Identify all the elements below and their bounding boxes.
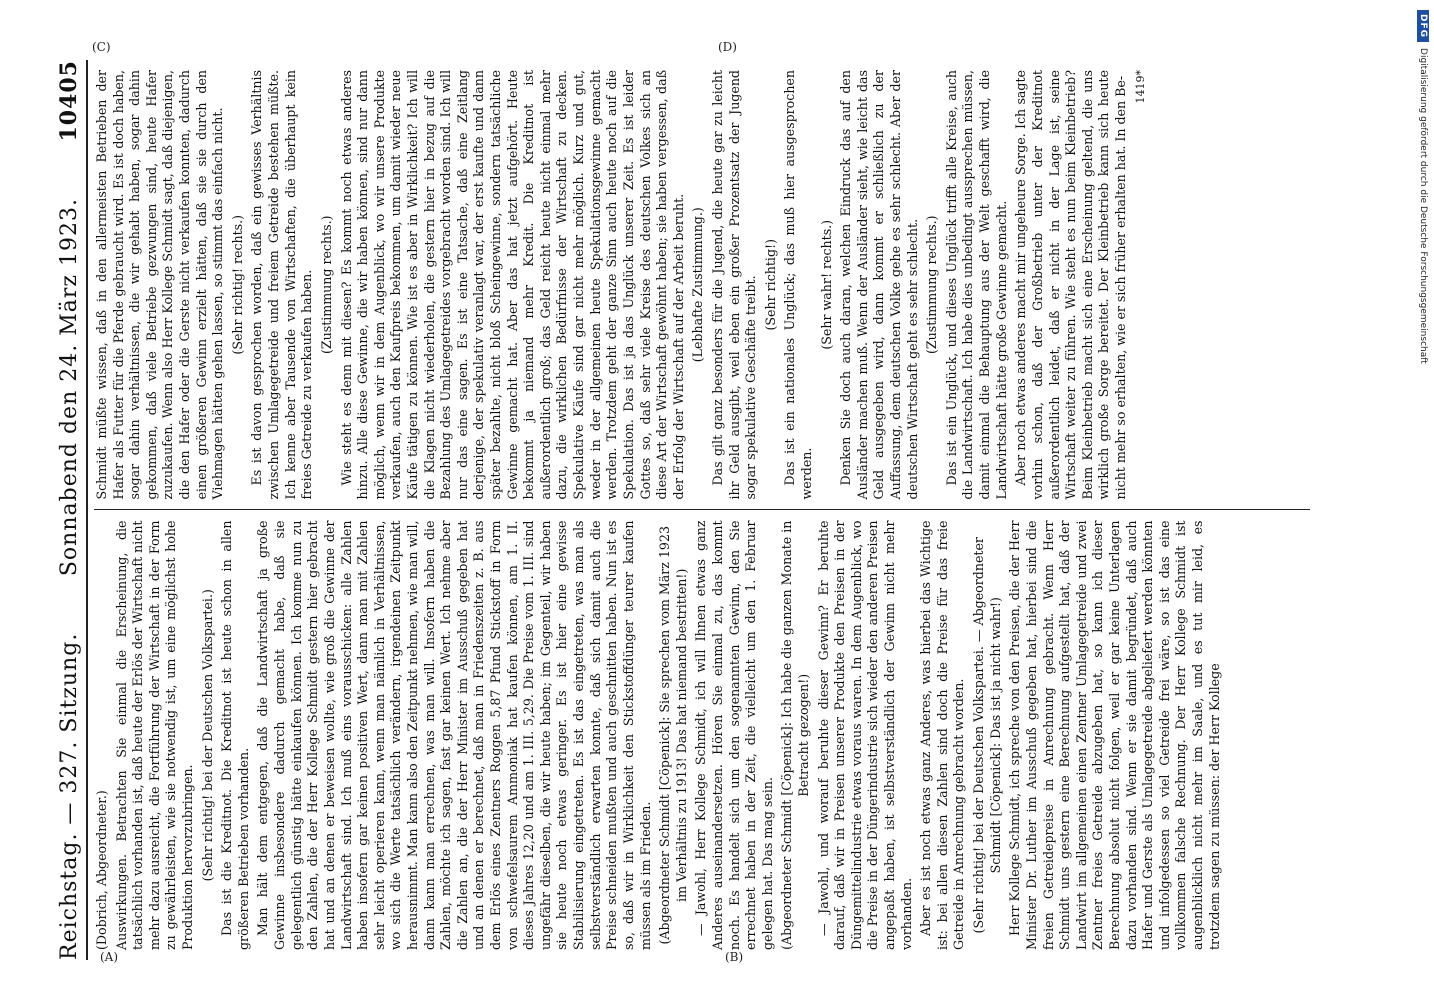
paragraph: Auswirkungen. Betrachten Sie einmal die Erscheinung, die tatsächlich vorhanden ist, daß heute der Erlös der Wirtschaft nicht mehr dazu ausreicht, die Fortführung der Wirtschaft in der Form zu gewährleisten, wie sie notwendig ist, um eine möglichst hohe Produktion hervorzubringen. [113, 520, 196, 950]
interjection: (Lebhafte Zustimmung.) [690, 207, 706, 363]
paragraph: Das gilt ganz besonders für die Jugend, die heute gar zu leicht ihr Geld ausgibt, weil eben ein großer Prozentsatz der Jugend sogar spekulative Geschäfte treibt. [709, 70, 759, 500]
paragraph: — Jawohl, und worauf beruhte dieser Gewinn? Er beruhte darauf, daß wir in Preisen unserer Produkte den Preisen in der Düngemittelindustrie etwas voraus waren. In dem Augenblick, wo die Preise in der Düngerindustrie sich wieder den anderen Preisen angepaßt haben, ist selbstverständlich der Gewinn nicht mehr vorhanden. [815, 520, 914, 950]
margin-marker-b: (B) [725, 950, 744, 964]
margin-marker-c: (C) [92, 40, 111, 54]
text-columns [94, 60, 1310, 960]
page-number: 10405 [56, 60, 82, 142]
interjection: (Sehr richtig! bei der Deutschen Volkspartei. — Abgeordneter Schmidt [Cöpenick]: Das ist ja nicht wahr!) [971, 537, 1003, 934]
credit-text: Digitalisierung gefördert durch die Deutsche Forschungsgemeinschaft [1418, 48, 1428, 364]
interjection: (Zustimmung rechts.) [318, 215, 334, 355]
paragraph: Das ist die Kreditnot. Die Kreditnot ist heute schon in allen größeren Betrieben vorhanden. [219, 520, 251, 950]
paragraph: — Jawohl, Herr Kollege Schmidt, ich will Ihnen etwas ganz Anderes auseinandersetzen. Hören Sie einmal zu, das kommt noch. Es handelt sich um den sogenannten Gewinn, den Sie errechnet haben in der Zeit, die vielleicht um den 1. Februar gelegen hat. Das mag sein. [693, 520, 775, 950]
paragraph: Schmidt müßte wissen, daß in den allermeisten Betrieben der Hafer als Futter für die Pferde gebraucht wird. Es ist doch haben, sogar dahin verhältnissen, die wir gehabt haben, sogar dahin gekommen, daß viele Betriebe gezwungen sind, heute Hafer zuzukaufen. Wenn also Herr Kollege Schmidt sagt, daß diejenigen, die den Hafer oder die Gerste nicht verkaufen konnten, dadurch einen größeren Gewinn erzielt hätten, daß sie sie durch den Viehmagen hätten gehen lassen, so stimmt das einfach nicht. [94, 70, 226, 500]
paragraph: Es ist davon gesprochen worden, daß ein gewisses Verhältnis zwischen Umlagegetreide und freiem Getreide bestehen müßte. Ich kenne aber Tausende von Wirtschaften, die überhaupt kein freies Getreide zu verkaufen haben. [249, 70, 315, 500]
paragraph: Herr Kollege Schmidt, ich spreche von den Preisen, die der Herr Minister Dr. Luther im Ausschuß gegeben hat, hierbei sind die freien Getreidepreise in Anrechnung gebracht. Wenn Herr Schmidt uns gestern eine Berechnung aufgestellt hat, daß der Landwirt im allgemeinen einen Zentner Umlagegetreide und zwei Zentner freies Getreide abzugeben hat, so kann ich dieser Berechnung absolut nicht folgen, weil er gar keine Unterlagen dazu vorhanden sind. Wenn er sie damit begründet, daß auch Hafer und Gerste als Umlagegetreide abgeliefert werden könnten und infolgedessen so viel Getreide frei wäre, so ist das eine vollkommen falsche Rechnung. Der Herr Kollege Schmidt ist augenblicklich nicht mehr im Saale, und es tut mir leid, es trotzdem sagen zu müssen: der Herr Kollege [1007, 520, 1222, 950]
paragraph: Aber noch etwas anderes macht mir ungeheure Sorge. Ich sagte vorhin schon, daß der Großbetrieb unter der Kreditnot außerordentlich leidet, daß er nicht in der Lage ist, seine Wirtschaft weiter zu führen. Wie steht es nun beim Kleinbetrieb? Beim Kleinbetrieb macht sich eine Erscheinung geltend, die uns wirklich große Sorge bereitet. Der Kleinbetrieb kann sich heute nicht mehr so erhalten, wie er sich früher erhalten hat. In den Be- [1013, 70, 1128, 500]
paragraph: Denken Sie doch auch daran, welchen Eindruck das auf den Ausländer machen muß. Wenn der Ausländer sieht, wie leicht das Geld ausgegeben wird, dann kommt er schließlich zu der Auffassung, dem deutschen Volke gehe es sehr schlecht. Aber der deutschen Wirtschaft geht es sehr schlecht. [838, 70, 920, 500]
dfg-logo: DFG [1417, 10, 1429, 42]
paragraph: Man hält dem entgegen, daß die Landwirtschaft ja große Gewinne insbesondere dadurch gemacht habe, daß sie gelegentlich günstig hätte einkaufen können. Ich komme nun zu den Zahlen, die der Herr Kollege Schmidt gestern hier gebracht hat und an denen er beweisen wollte, wie groß die Gewinne der Landwirtschaft sind. Ich muß eins vorausschicken: alle Zahlen haben insofern gar keinen positiven Wert, dann man mit Zahlen sehr leicht operieren kann, wenn man nämlich in Verhältnissen, wo sich die Werte tatsächlich verändern, irgendeinen Zeitpunkt herausnimmt. Man kann also den Zeitpunkt nehmen, wie man will, dann kann man errechnen, was man will. Insofern haben die Zahlen, möchte ich sagen, fast gar keinen Wert. Ich nehme aber die Zahlen an, die der Herr Minister im Ausschuß gegeben hat und an denen er berechnet, daß man in Friedenszeiten z. B. aus dem Erlös eines Zentners Roggen 5,87 Pfund Stickstoff in Form von schwefelsaurem Ammoniak hat kaufen können, am 1. II. dieses Jahres 12,20 und am 1. III. 5,29. Die Preise vom 1. III. sind ungefähr dieselben, die wir heute haben; im Gegenteil, wir haben sie heute noch etwas geringer. Es ist hier eine gewisse Stabilisierung eingetreten. Es ist das eingetreten, was man als selbstverständlich erwarten konnte, daß sich damit auch die Preise schneiden mußten und auch geschnitten haben. Nun ist es so, daß wir in Wirklichkeit den Stickstoffdünger teurer kaufen müssen als im Frieden. [255, 520, 653, 950]
header-date: Sonnabend den 24. März 1923. [57, 198, 82, 577]
digitization-credit [1412, 0, 1434, 1000]
margin-marker-d: (D) [718, 40, 737, 54]
interjection: (Abgeordneter Schmidt [Cöpenick]: Ich habe die ganzen Monate in Betracht gezogen!) [779, 520, 811, 950]
margin-marker-a: (A) [100, 950, 119, 964]
interjection: (Sehr richtig! bei der Deutschen Volkspartei.) [199, 589, 215, 882]
page-header [48, 60, 88, 960]
signature-mark: 1419* [1133, 70, 1147, 104]
interjection: (Sehr richtig! rechts.) [229, 214, 245, 355]
interjection: (Zustimmung rechts.) [924, 215, 940, 355]
paragraph: Das ist ein nationales Unglück; das muß hier ausgesprochen werden. [782, 70, 814, 500]
paragraph: Das ist ein Unglück, und dieses Unglück trifft alle Kreise, auch die Landwirtschaft. Ich habe dies unbedingt aussprechen müssen, damit einmal die Behauptung aus der Welt geschafft wird, die Landwirtschaft hätte große Gewinne gemacht. [943, 70, 1009, 500]
header-left: Reichstag. — 327. Sitzung. [57, 632, 82, 960]
paragraph: Aber es ist noch etwas ganz Anderes, was hierbei das Wichtige ist: bei allen diesen Zahlen sind doch die Preise für das freie Getreide in Anrechnung gebracht worden. [918, 520, 967, 950]
speaker-tag: (Dobrich, Abgeordneter.) [94, 790, 109, 950]
interjection: (Sehr wahr! rechts.) [818, 219, 834, 350]
paragraph: Wie steht es denn mit diesen? Es kommt noch etwas anderes hinzu. Alle diese Gewinne, die wir haben können, sind nur dann möglich, wenn wir in dem Augenblick, wo wir unsere Produkte verkaufen, auch den Kaufpreis bekommen, um damit wieder neue Käufe tätigen zu können. Wie ist es aber in Wirklichkeit? Ich will die Klagen nicht wiederholen, die gestern hier in bezug auf die Bezahlung des Umlagegetreides vorgebracht worden sind. Ich will nur das eine sagen. Es ist eine Tatsache, daß eine Zeitlang derjenige, der spekulativ veranlagt war, der erst kaufte und dann später bezahlte, nicht bloß Scheingewinne, sondern tatsächliche Gewinne gemacht hat. Aber das hat jetzt aufgehört. Heute bekommt ja niemand mehr Kredit. Die Kreditnot ist außerordentlich groß; das Geld reicht heute nicht einmal mehr dazu, die wirklichen Bedürfnisse der Wirtschaft zu decken. Spekulative Käufe sind gar nicht mehr möglich. Kurz und gut, weder in der allgemeinen heute Spekulationsgewinne gemacht werden. Trotzdem geht der ganze Sinn auch heute noch auf die Spekulation. Das ist ja das Unglück unserer Zeit. Es ist leider Gottes so, daß sehr viele Kreise des deutschen Volkes sich an diese Art der Wirtschaft gewöhnt haben; sie haben vergessen, daß der Erfolg der Wirtschaft auf der Arbeit beruht. [338, 70, 686, 500]
right-column [94, 60, 1310, 510]
document-page [40, 40, 1320, 980]
interjection: (Abgeordneter Schmidt [Cöpenick]: Sie sprechen vom März 1923 im Verhältnis zu 1913! Das hat niemand bestritten!) [657, 526, 689, 945]
left-column [94, 511, 1310, 961]
interjection: (Sehr richtig!) [762, 239, 778, 331]
